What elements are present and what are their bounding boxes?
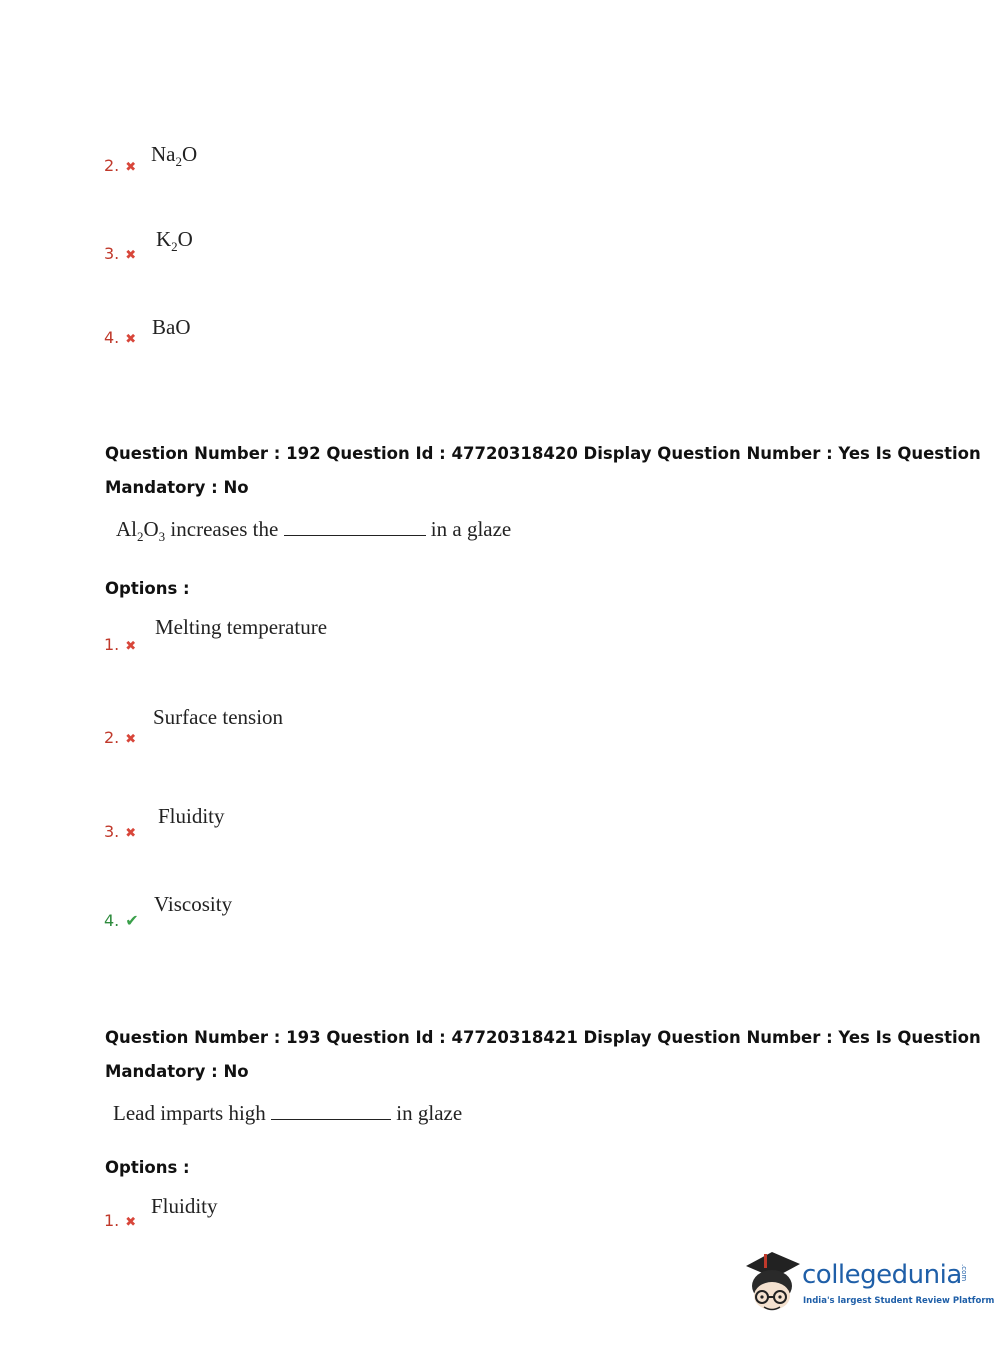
stem-subscript: 2 [137,529,144,545]
option-number: 3. [104,244,120,263]
stem-text: O [143,517,159,541]
cross-icon: ✖ [125,639,137,654]
collegedunia-logo [742,1250,995,1322]
option-number: 1. [104,1211,120,1230]
question-header-line: Question Number : 192 Question Id : 47720318420 Display Question Number : Yes Is Question [105,444,981,463]
option-text: Surface tension [153,705,284,729]
mascot-icon [742,1250,802,1318]
question-header-line: Mandatory : No [105,1062,249,1081]
stem-text: Lead imparts high [113,1101,272,1125]
fill-in-blank [271,1118,391,1120]
brand-tagline: India's largest Student Review Platform [803,1296,995,1306]
cross-icon: ✖ [125,160,137,175]
cross-icon: ✖ [125,826,137,841]
cross-icon: ✖ [125,732,137,747]
option-text: Melting temperature [155,615,328,639]
stem-text: in a glaze [425,517,512,541]
option-number: 3. [104,822,120,841]
option-text-na2o: $Na_2O$ [151,142,198,170]
option-number: 2. [104,728,120,747]
question-header-line: Mandatory : No [105,478,249,497]
option-number: 2. [104,156,120,175]
option-text-bao: BaO [152,315,191,339]
stem-subscript: 3 [158,529,166,545]
fill-in-blank [284,534,426,536]
stem-text: Al [116,517,137,541]
cross-icon: ✖ [125,332,137,347]
option-number: 4. [104,328,120,347]
brand-name: collegedunia [802,1260,962,1290]
cross-icon: ✖ [125,248,137,263]
options-label: Options : [105,1158,190,1177]
question-193-stem [113,1101,462,1126]
question-192-stem [116,517,511,545]
question-header-line: Question Number : 193 Question Id : 47720318421 Display Question Number : Yes Is Question [105,1028,981,1047]
option-text: Fluidity [151,1194,218,1218]
stem-text: increases the [165,517,284,541]
cross-icon: ✖ [125,1215,137,1230]
stem-text: in glaze [391,1101,463,1125]
options-label: Options : [105,579,190,598]
brand-suffix: .com [960,1264,968,1282]
option-number: 1. [104,635,120,654]
option-text: Viscosity [154,892,233,916]
check-icon: ✔ [125,911,139,930]
option-number: 4. [104,911,120,930]
option-text: Fluidity [158,804,225,828]
option-text-k2o: $K_2O$ [156,227,193,255]
